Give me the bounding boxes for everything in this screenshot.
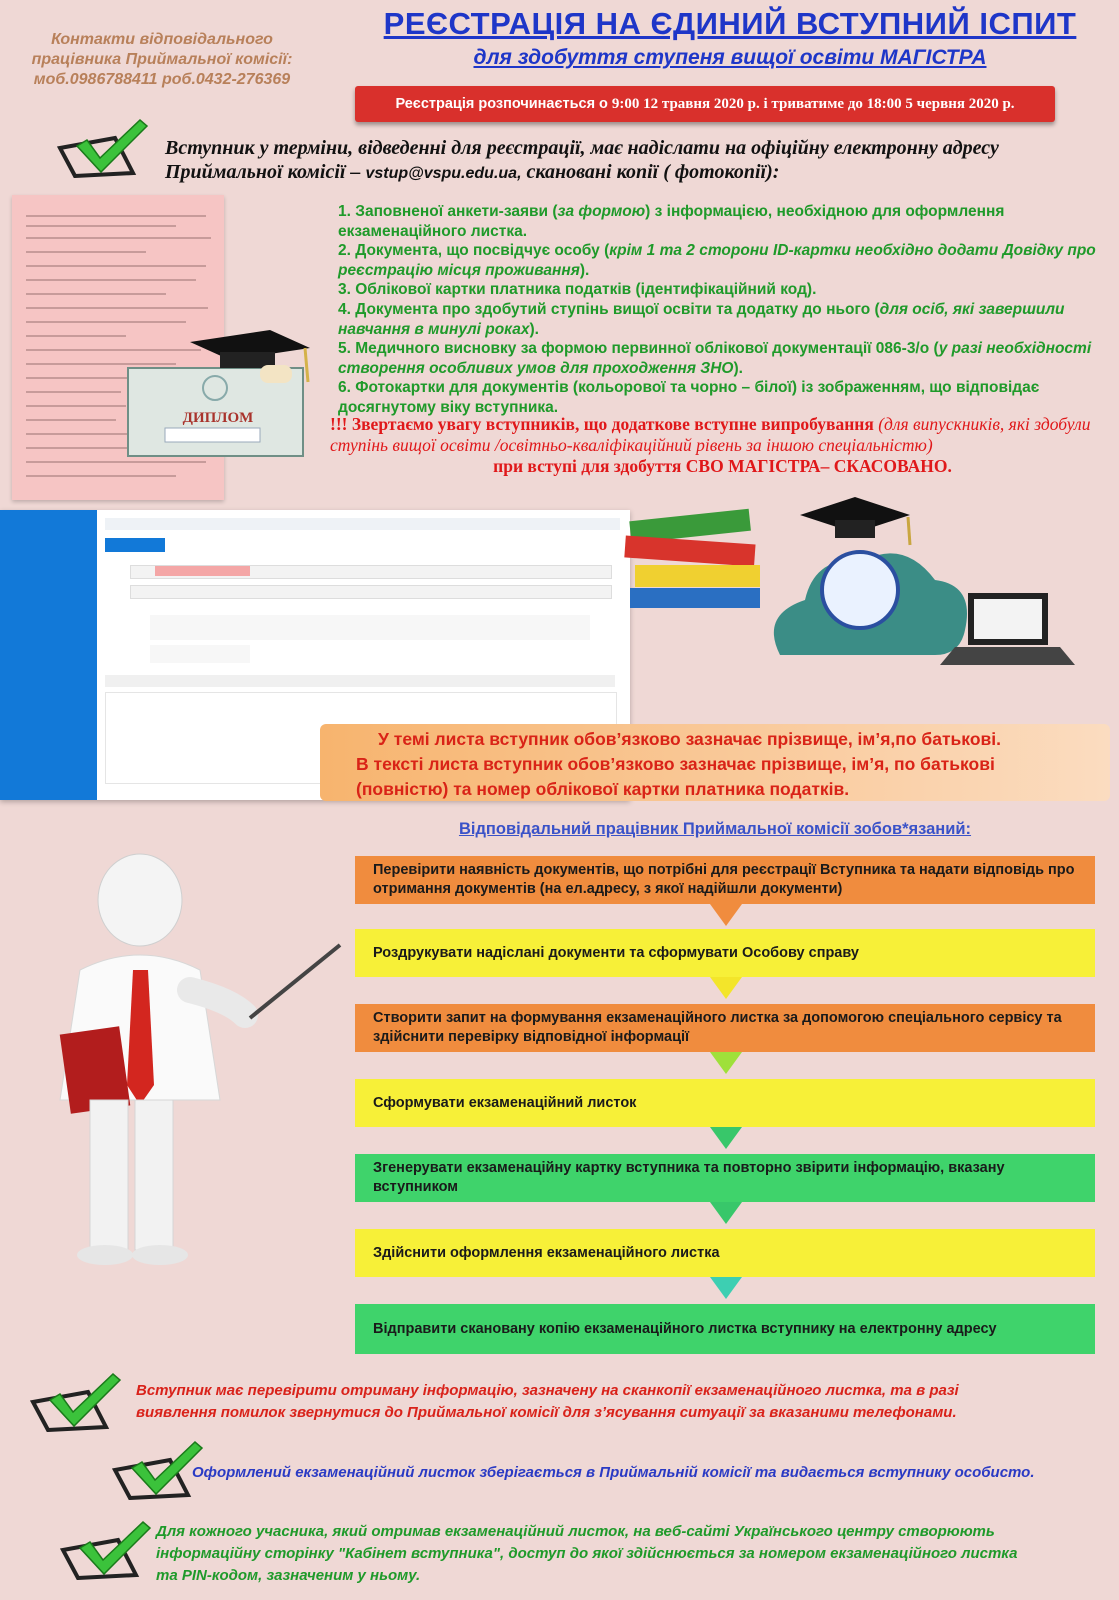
step-7: Відправити скановану копію екзаменаційного листка вступнику на електронну адресу	[355, 1304, 1095, 1354]
registration-dates-banner	[355, 86, 1055, 122]
contacts-phones: моб.0986788411 роб.0432-276369	[33, 71, 291, 88]
diploma-image	[120, 330, 315, 460]
intro-end: скановані копії ( фотокопії):	[521, 161, 780, 183]
down-arrow-icon	[710, 1127, 742, 1149]
page-subtitle: для здобуття ступеня вищої освіти МАГІСТРА	[473, 46, 987, 69]
notice-bold: !!! Звертаємо увагу вступників, що додаткове вступне випробування	[330, 414, 874, 434]
note-line: та PIN-кодом, зазначеним у ньому.	[156, 1567, 421, 1584]
down-arrow-icon	[710, 904, 742, 926]
document-item: 3. Облікової картки платника податків (ідентифікаційний код).	[338, 281, 817, 299]
checkmark-icon	[28, 1372, 128, 1432]
documents-list	[338, 202, 1108, 418]
intro-line: Вступник у терміни, відведенні для реєстрації, має надіслати на офіційну електронну адресу	[165, 137, 999, 159]
subject-line: В тексті листа вступник обов’язково зазначає прізвище, ім’я, по батькові	[356, 754, 995, 774]
step-5: Згенерувати екзаменаційну картку вступника та повторно звірити інформацію, вказану вступником	[355, 1154, 1095, 1202]
education-illustration	[620, 475, 1119, 725]
document-item: 5. Медичного висновку за формою первинної облікової документації 086-3/о (у разі необхідності створення особливих умов для проходження ЗНО).	[338, 340, 1092, 377]
step-4: Сформувати екзаменаційний листок	[355, 1079, 1095, 1127]
notice-last: при вступі для здобуття СВО МАГІСТРА– СКАСОВАНО.	[493, 456, 952, 476]
contacts-block	[12, 30, 312, 90]
cancellation-notice	[330, 414, 1115, 477]
step-1: Перевірити наявність документів, що потрібні для реєстрації Вступника та надати відповідь про отримання документів (на ел.адресу, з якої надійшли документи)	[355, 856, 1095, 904]
note-line: інформаційну сторінку "Кабінет вступника", доступ до якої здійснюється за номером екзаменаційного листка	[156, 1545, 1018, 1562]
banner-text: Реєстрація розпочинається о	[395, 96, 608, 112]
document-item: 1. Заповненої анкети-заяви (за формою) з інформацією, необхідною для оформлення екзаменаційного листка.	[338, 203, 1005, 240]
email-sidebar	[0, 510, 97, 800]
note-cabinet	[156, 1521, 1116, 1587]
responsibilities-title: Відповідальний працівник Приймальної комісії зобов*язаний:	[458, 820, 972, 838]
down-arrow-icon	[710, 1277, 742, 1299]
step-6: Здійснити оформлення екзаменаційного листка	[355, 1229, 1095, 1277]
note-line: Вступник має перевірити отриману інформацію, зазначену на сканкопії екзаменаційного листка, та в разі	[136, 1382, 959, 1399]
intro-start: Приймальної комісії –	[165, 161, 366, 183]
page-title: РЕЄСТРАЦІЯ НА ЄДИНИЙ ВСТУПНИЙ ІСПИТ	[383, 6, 1077, 41]
contacts-line: Контакти відповідального	[51, 31, 273, 48]
note-line: Для кожного учасника, який отримав екзаменаційний листок, на веб-сайті Українського центру створюють	[156, 1523, 995, 1540]
checkmark-icon	[58, 1520, 158, 1580]
step-3: Створити запит на формування екзаменаційного листка за допомогою спеціального сервісу та здійснити перевірку відповідної інформації	[355, 1004, 1095, 1052]
subject-line: (повністю) та номер облікової картки платника податків.	[356, 779, 850, 799]
document-item: 2. Документа, що посвідчує особу (крім 1 та 2 сторони ID-картки необхідно додати Довідку про реєстрацію місця проживання).	[338, 242, 1096, 279]
document-item: 6. Фотокартки для документів (кольорової та чорно – білої) із зображенням, що відповідає досягнутому віку вступника.	[338, 379, 1040, 416]
contacts-line: працівника Приймальної комісії:	[31, 51, 293, 68]
step-2: Роздрукувати надіслані документи та сформувати Особову справу	[355, 929, 1095, 977]
note-storage: Оформлений екзаменаційний листок зберігається в Приймальній комісії та видається вступнику особисто.	[192, 1464, 1035, 1481]
note-check-info	[136, 1380, 1111, 1424]
document-item: 4. Документа про здобутий ступінь вищої освіти та додатку до нього (для осіб, які завершили навчання в минулі роках).	[338, 300, 1065, 338]
admission-email: vstup@vspu.edu.ua,	[365, 165, 522, 182]
down-arrow-icon	[710, 977, 742, 999]
subject-line: У темі листа вступник обов’язково зазначає прізвище, ім’я,по батькові.	[378, 729, 1001, 749]
note-line: виявлення помилок звернутися до Приймальної комісії для з’ясування ситуації за вказаними телефонами.	[136, 1404, 957, 1421]
down-arrow-icon	[710, 1052, 742, 1074]
notice-italic: (для випускників, які здобули ступінь вищої освіти /освітньо-кваліфікаційний рівень за іншою спеціальністю)	[330, 414, 1091, 455]
diploma-label: ДИПЛОМ	[182, 410, 254, 426]
email-subject-requirements	[320, 724, 1110, 801]
down-arrow-icon	[710, 1202, 742, 1224]
intro-line	[165, 160, 1115, 186]
checkmark-icon	[55, 118, 155, 178]
presenter-figure-image	[30, 850, 350, 1290]
banner-time: 9:00 12 травня 2020 р. і триватиме до 18:00 5 червня 2020 р.	[611, 95, 1015, 112]
intro-text	[165, 136, 1115, 186]
